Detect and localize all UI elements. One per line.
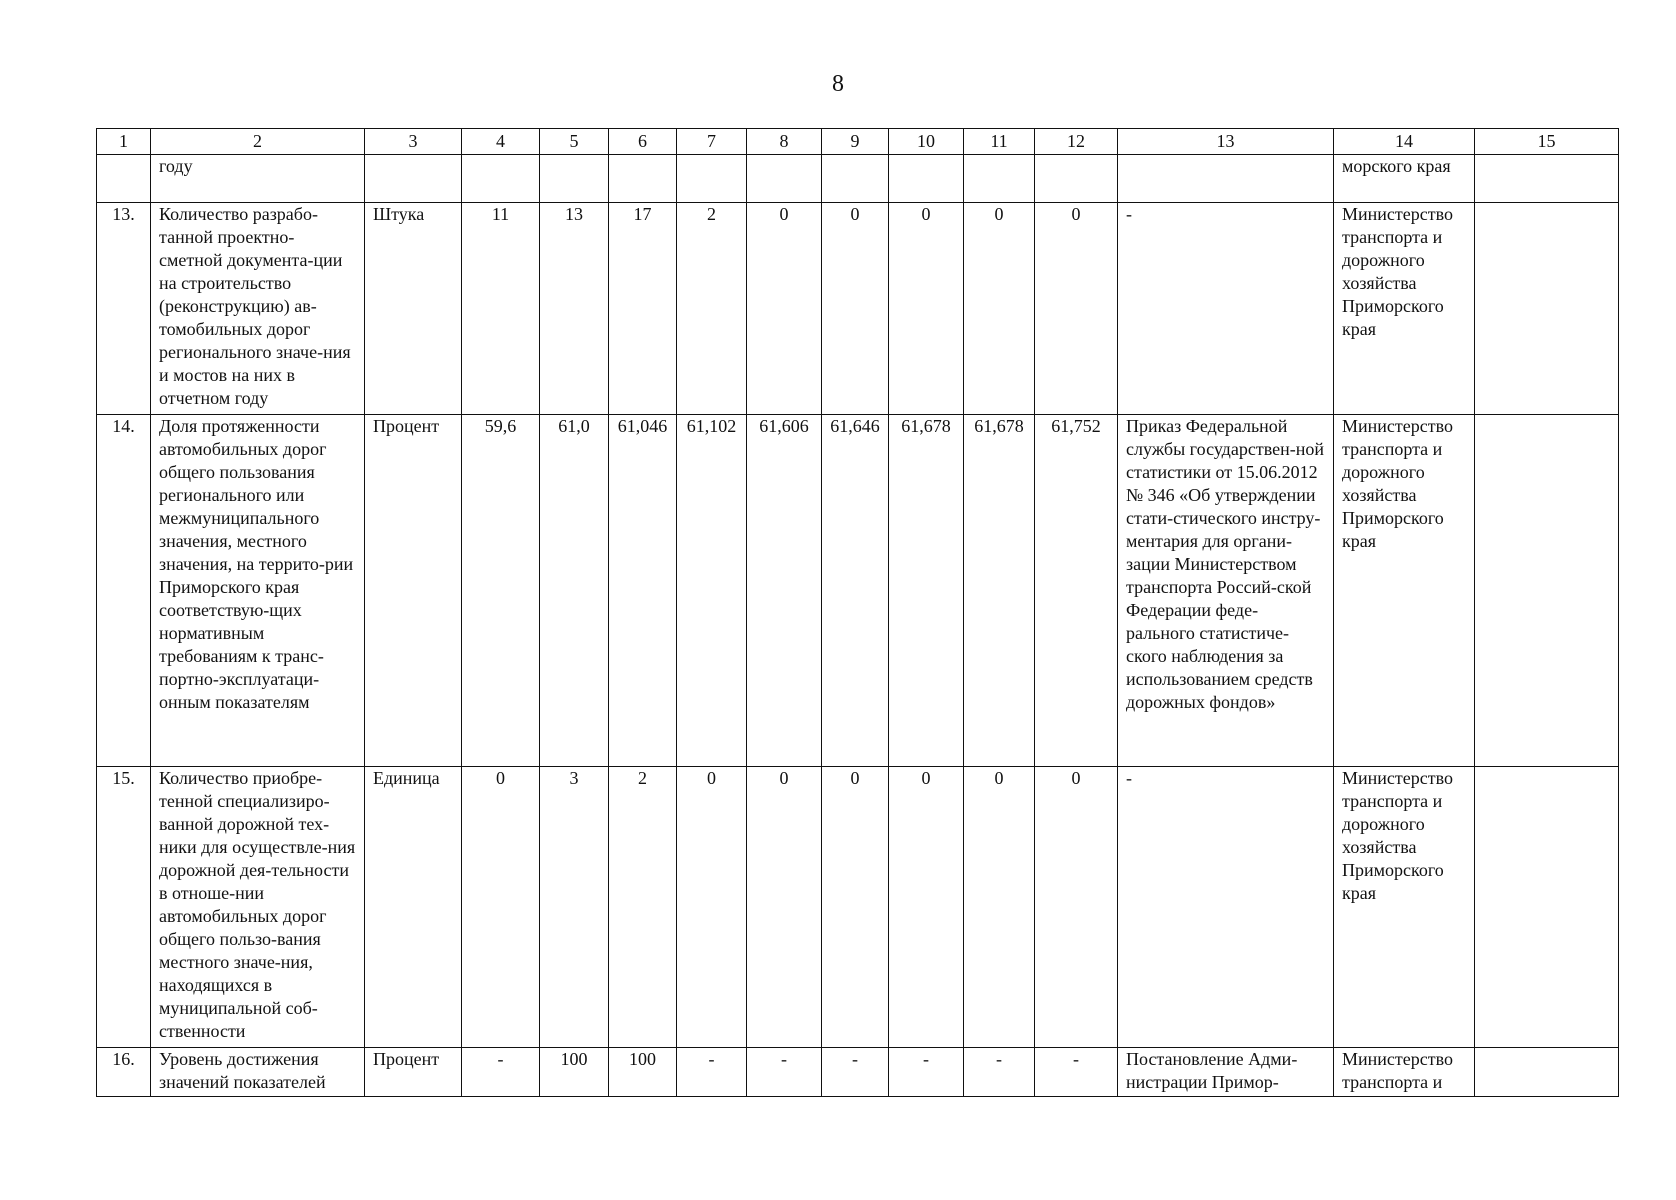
empty-cell	[609, 155, 677, 203]
empty-cell	[889, 155, 964, 203]
value-cell: 100	[609, 1048, 677, 1097]
column-number: 5	[540, 129, 609, 155]
basis-cell: Постановление Адми-нистрации Примор-	[1118, 1048, 1334, 1097]
continuation-row	[97, 155, 1619, 203]
row-number: 15.	[97, 767, 151, 1048]
responsible-cell: морского края	[1334, 155, 1475, 203]
value-cell: 0	[1035, 203, 1118, 415]
column-number: 12	[1035, 129, 1118, 155]
unit-cell: Процент	[365, 415, 462, 767]
value-cell: 61,646	[822, 415, 889, 767]
empty-cell	[677, 155, 747, 203]
empty-cell	[540, 155, 609, 203]
table-row	[97, 203, 1619, 415]
empty-cell	[964, 155, 1035, 203]
value-cell: 2	[677, 203, 747, 415]
value-cell: 0	[889, 767, 964, 1048]
value-cell: 0	[747, 767, 822, 1048]
row-number: 13.	[97, 203, 151, 415]
value-cell: 61,046	[609, 415, 677, 767]
value-cell: 61,606	[747, 415, 822, 767]
value-cell: 61,0	[540, 415, 609, 767]
value-cell: 0	[964, 767, 1035, 1048]
column-number: 6	[609, 129, 677, 155]
value-cell: 61,752	[1035, 415, 1118, 767]
value-cell: 0	[889, 203, 964, 415]
column-number: 15	[1475, 129, 1619, 155]
indicator-name-cell: Уровень достижения значений показателей	[151, 1048, 365, 1097]
empty-cell	[462, 155, 540, 203]
column-number: 4	[462, 129, 540, 155]
indicator-name-cell: Количество приобре-тенной специализиро-ванной дорожной тех-ники для осуществле-ния дорожной дея-тельности в отноше-нии автомобильных дорог общего пользо-вания местного значе-ния, находящихся в муниципальной соб-ственности	[151, 767, 365, 1048]
column-number: 8	[747, 129, 822, 155]
column-number: 13	[1118, 129, 1334, 155]
column-number: 7	[677, 129, 747, 155]
table-row	[97, 767, 1619, 1048]
note-cell	[1475, 203, 1619, 415]
empty-cell	[365, 155, 462, 203]
empty-cell	[97, 155, 151, 203]
value-cell: -	[822, 1048, 889, 1097]
column-number: 9	[822, 129, 889, 155]
indicators-table	[96, 128, 1619, 1097]
value-cell: -	[747, 1048, 822, 1097]
value-cell: -	[1035, 1048, 1118, 1097]
value-cell: 0	[677, 767, 747, 1048]
basis-cell: -	[1118, 767, 1334, 1048]
empty-cell	[1035, 155, 1118, 203]
table-row	[97, 1048, 1619, 1097]
value-cell: 2	[609, 767, 677, 1048]
value-cell: 61,678	[889, 415, 964, 767]
value-cell: -	[462, 1048, 540, 1097]
empty-cell	[747, 155, 822, 203]
note-cell	[1475, 767, 1619, 1048]
unit-cell: Процент	[365, 1048, 462, 1097]
value-cell: -	[964, 1048, 1035, 1097]
responsible-cell: Министерство транспорта и дорожного хозяйства Приморского края	[1334, 203, 1475, 415]
unit-cell: Единица	[365, 767, 462, 1048]
value-cell: 0	[462, 767, 540, 1048]
value-cell: 3	[540, 767, 609, 1048]
empty-cell	[822, 155, 889, 203]
column-number-row	[97, 129, 1619, 155]
empty-cell	[1475, 155, 1619, 203]
empty-cell	[1118, 155, 1334, 203]
value-cell: 61,678	[964, 415, 1035, 767]
row-number: 16.	[97, 1048, 151, 1097]
column-number: 3	[365, 129, 462, 155]
unit-cell: Штука	[365, 203, 462, 415]
value-cell: 0	[747, 203, 822, 415]
value-cell: 100	[540, 1048, 609, 1097]
value-cell: 0	[822, 203, 889, 415]
value-cell: 0	[1035, 767, 1118, 1048]
responsible-cell: Министерство транспорта и дорожного хозяйства Приморского края	[1334, 415, 1475, 767]
value-cell: -	[889, 1048, 964, 1097]
value-cell: 17	[609, 203, 677, 415]
indicator-name-cell: Количество разрабо-танной проектно-сметной документа-ции на строительство (реконструкцию) ав-томобильных дорог регионального значе-ния и мостов на них в отчетном году	[151, 203, 365, 415]
value-cell: 59,6	[462, 415, 540, 767]
page-number: 8	[832, 71, 844, 97]
note-cell	[1475, 1048, 1619, 1097]
column-number: 1	[97, 129, 151, 155]
value-cell: 11	[462, 203, 540, 415]
value-cell: 0	[822, 767, 889, 1048]
value-cell: -	[677, 1048, 747, 1097]
indicator-name-cell: году	[151, 155, 365, 203]
basis-cell: Приказ Федеральной службы государствен-ной статистики от 15.06.2012 № 346 «Об утверждении стати-стического инстру-ментария для органи-зации Министерством транспорта Россий-ской Федерации феде-рального статистиче-ского наблюдения за использованием средств дорожных фондов»	[1118, 415, 1334, 767]
value-cell: 0	[964, 203, 1035, 415]
column-number: 2	[151, 129, 365, 155]
note-cell	[1475, 415, 1619, 767]
responsible-cell: Министерство транспорта и	[1334, 1048, 1475, 1097]
table-row	[97, 415, 1619, 767]
column-number: 11	[964, 129, 1035, 155]
column-number: 14	[1334, 129, 1475, 155]
value-cell: 61,102	[677, 415, 747, 767]
value-cell: 13	[540, 203, 609, 415]
column-number: 10	[889, 129, 964, 155]
responsible-cell: Министерство транспорта и дорожного хозяйства Приморского края	[1334, 767, 1475, 1048]
basis-cell: -	[1118, 203, 1334, 415]
indicator-name-cell: Доля протяженности автомобильных дорог общего пользования регионального или межмуниципального значения, местного значения, на террито-рии Приморского края соответствую-щих нормативным требованиям к транс-портно-эксплуатаци-онным показателям	[151, 415, 365, 767]
row-number: 14.	[97, 415, 151, 767]
